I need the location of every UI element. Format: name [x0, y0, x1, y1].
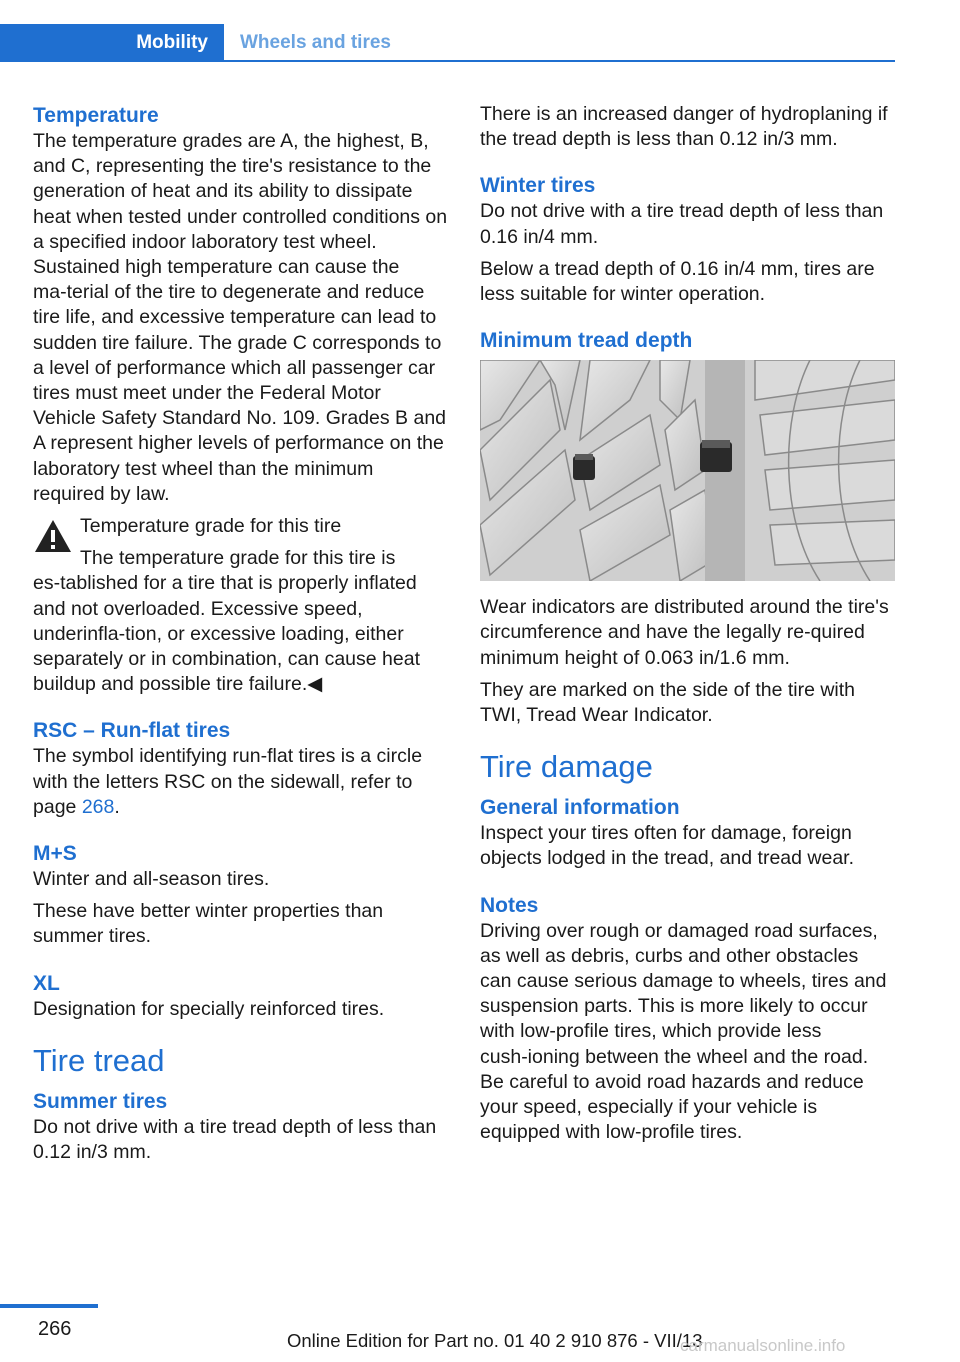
summer-text: Do not drive with a tire tread depth of less than 0.12 in/3 mm.: [33, 1115, 437, 1164]
min-tread-heading: Minimum tread depth: [480, 329, 693, 353]
notes-heading: Notes: [480, 893, 539, 917]
edition-text: Online Edition for Part no. 01 40 2 910 876 - VII/13: [287, 1330, 703, 1351]
damage-heading: Tire damage: [480, 749, 653, 785]
notes-text: Driving over rough or damaged road surfaces, as well as debris, curbs and other obstacles can cause serious damage to wheels, tires and suspension parts. This is more likely to occur with low-profile tires, which provide less cush‑ioning between the wheel and the road. Be careful to avoid road hazards and reduce your speed, especially if your vehicle is equipped with low-profile tires.: [480, 919, 887, 1144]
page-number: 266: [38, 1318, 72, 1340]
ms-text-1: Winter and all-season tires.: [33, 868, 270, 891]
section-tab: Mobility: [0, 24, 224, 62]
temperature-heading: Temperature: [33, 104, 159, 127]
page-header: [0, 24, 895, 62]
notes-section: [480, 892, 895, 1146]
summer-heading: Summer tires: [33, 1089, 168, 1113]
header-rule: [0, 60, 895, 62]
min-tread-text-2: They are marked on the side of the tire with TWI, Tread Wear Indicator.: [480, 678, 856, 727]
temperature-section: [33, 102, 449, 697]
damage-section: [480, 748, 895, 1145]
min-tread-section: [480, 327, 895, 728]
ms-section: [33, 840, 449, 950]
rsc-heading: RSC – Run-flat tires: [33, 719, 231, 743]
hydro-text: There is an increased danger of hydroplaning if the tread depth is less than 0.12 in/3 mm.: [480, 103, 888, 151]
winter-section: [480, 172, 895, 307]
rsc-section: [33, 717, 449, 820]
watermark: carmanualsonline.info: [680, 1336, 846, 1355]
general-info-heading: General information: [480, 796, 680, 820]
tread-heading: Tire tread: [33, 1042, 165, 1078]
temperature-warning: [33, 514, 449, 697]
min-tread-text-1: Wear indicators are distributed around the tire's circumference and have the legally re‑quired minimum height of 0.063 in/1.6 mm.: [480, 596, 889, 669]
left-column: [33, 102, 449, 1172]
general-info-section: [480, 794, 895, 871]
tread-wear-indicator-illustration: [480, 360, 895, 581]
right-column: [480, 102, 895, 1165]
general-info-text: Inspect your tires often for damage, foreign objects lodged in the tread, and tread wear.: [480, 822, 855, 870]
warning-icon: [33, 518, 73, 554]
footer-rule: [0, 1304, 98, 1308]
ms-heading: M+S: [33, 842, 77, 866]
winter-text-2: Below a tread depth of 0.16 in/4 mm, tires are less suitable for winter operation.: [480, 257, 875, 306]
xl-text: Designation for specially reinforced tires.: [33, 997, 385, 1020]
winter-text-1: Do not drive with a tire tread depth of less than 0.16 in/4 mm.: [480, 200, 884, 248]
subsection-tab: Wheels and tires: [240, 32, 391, 53]
hydro-section: [480, 102, 895, 152]
xl-heading: XL: [33, 971, 60, 995]
warning-text: The temperature grade for this tire is es‑tablished for a tire that is properly inflated and not overloaded. Excessive speed, underinfla‑tion, or excessive loading, either separately or in combination, can cause heat buildup and possible tire failure.◀: [33, 547, 420, 696]
tread-section: [33, 1042, 449, 1165]
ms-text-2: These have better winter properties than summer tires.: [33, 900, 384, 948]
temperature-text: The temperature grades are A, the highest, B, and C, representing the tire's resistance to the generation of heat and its ability to dissipate heat when tested under controlled conditions on a specified indoor laboratory test wheel. Sustained high temperature can cause the ma‑terial of the tire to degenerate and reduce tire life, and excessive temperature can lead to sudden tire failure. The grade C corresponds to a level of performance which all passenger car tires must meet under the Federal Motor Vehicle Safety Standard No. 109. Grades B and A represent higher levels of performance on the laboratory test wheel than the minimum required by law.: [33, 130, 448, 505]
xl-section: [33, 970, 449, 1022]
winter-heading: Winter tires: [480, 174, 596, 198]
page-link[interactable]: 268: [81, 795, 115, 818]
rsc-text: The symbol identifying run-flat tires is a circle with the letters RSC on the sidewall, refer to page 268.: [33, 745, 423, 818]
warning-title: Temperature grade for this tire: [80, 515, 342, 538]
